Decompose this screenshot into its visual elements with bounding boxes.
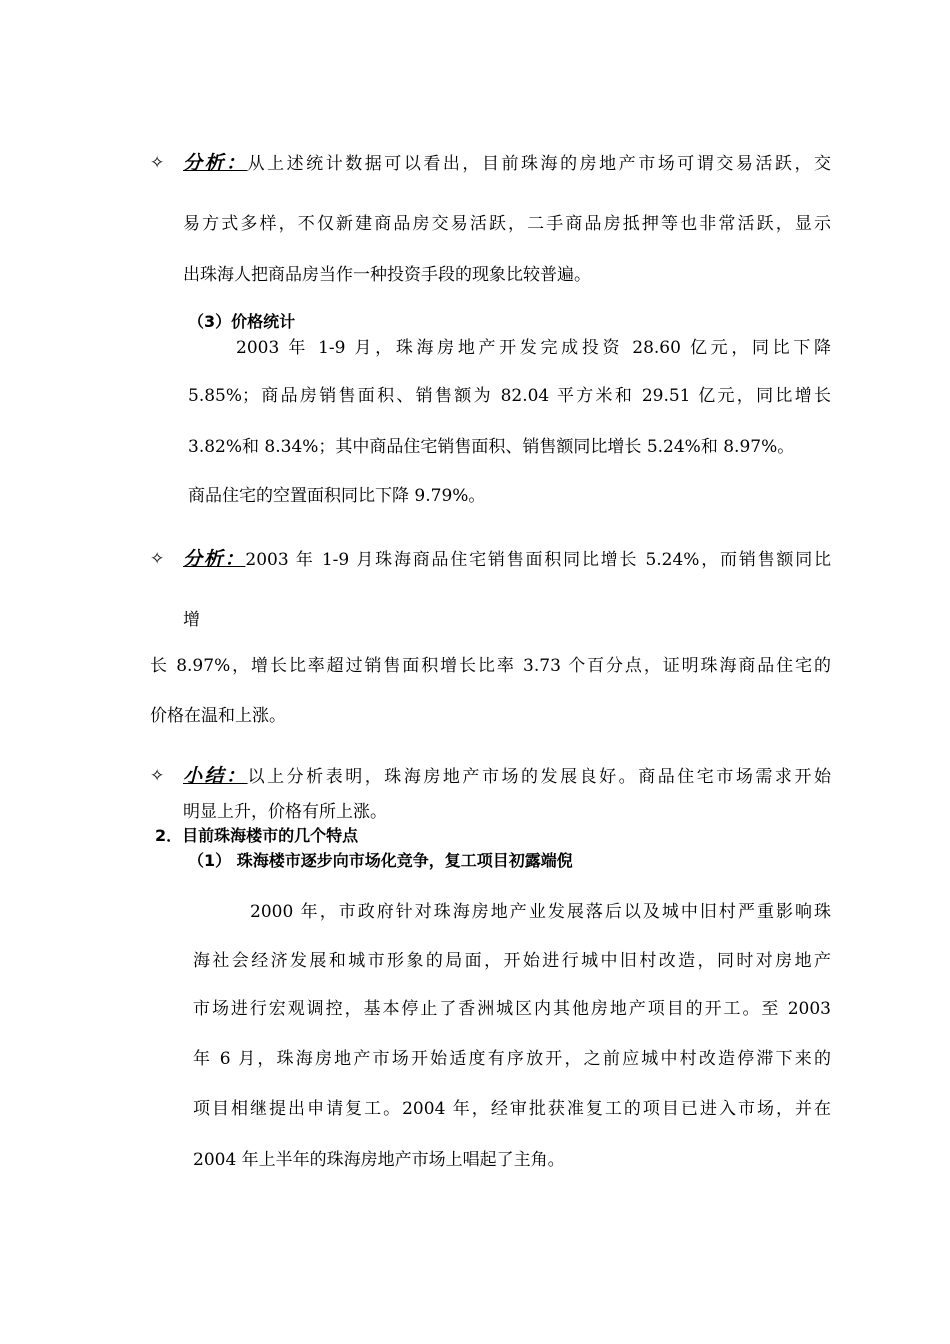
features-line-4: 年 6 月，珠海房地产市场开始适度有序放开，之前应城中村改造停滞下来的 (193, 1049, 831, 1069)
analysis-paragraph-2-line-2: 增 (183, 610, 200, 630)
price-stats-line-4: 商品住宅的空置面积同比下降 9.79%。 (188, 486, 486, 506)
features-line-5: 项目相继提出申请复工。2004 年，经审批获准复工的项目已进入市场，并在 (193, 1099, 831, 1119)
analysis-paragraph-2-line-1: 分析：2003 年 1-9 月珠海商品住宅销售面积同比增长 5.24%，而销售额同比 (183, 548, 831, 570)
analysis-paragraph-1-line-2: 易方式多样，不仅新建商品房交易活跃，二手商品房抵押等也非常活跃，显示 (183, 214, 831, 234)
features-line-1: 2000 年，市政府针对珠海房地产业发展落后以及城中旧村严重影响珠 (250, 902, 831, 922)
price-stats-line-3: 3.82%和 8.34%；其中商品住宅销售面积、销售额同比增长 5.24%和 8.97%。 (188, 437, 795, 457)
analysis-paragraph-2-line-3: 长 8.97%，增长比率超过销售面积增长比率 3.73 个百分点，证明珠海商品住宅的 (150, 656, 831, 676)
analysis-paragraph-2-line-4: 价格在温和上涨。 (150, 706, 286, 726)
features-line-2: 海社会经济发展和城市形象的局面，开始进行城中旧村改造，同时对房地产 (193, 951, 831, 971)
features-heading: 2．目前珠海楼市的几个特点 (155, 826, 359, 845)
summary-line-2: 明显上升，价格有所上涨。 (183, 802, 387, 822)
analysis-label: 分析： (183, 548, 246, 570)
bullet-icon: ✧ (150, 153, 165, 173)
summary-line-1: 小结：以上分析表明，珠海房地产市场的发展良好。商品住宅市场需求开始 (183, 765, 831, 787)
analysis-paragraph-1-line-3: 出珠海人把商品房当作一种投资手段的现象比较普遍。 (183, 265, 591, 285)
features-line-3: 市场进行宏观调控，基本停止了香洲城区内其他房地产项目的开工。至 2003 (193, 999, 831, 1019)
bullet-icon: ✧ (150, 549, 165, 569)
price-stats-heading: （3）价格统计 (188, 312, 296, 331)
summary-label: 小结： (183, 765, 248, 787)
analysis-paragraph-1-line-1: 分析：从上述统计数据可以看出，目前珠海的房地产市场可谓交易活跃，交 (183, 152, 831, 174)
features-line-6: 2004 年上半年的珠海房地产市场上唱起了主角。 (193, 1150, 565, 1170)
price-stats-line-2: 5.85%；商品房销售面积、销售额为 82.04 平方米和 29.51 亿元，同比增长 (188, 386, 831, 406)
features-subheading: （1） 珠海楼市逐步向市场化竞争，复工项目初露端倪 (188, 851, 573, 870)
analysis-label: 分析： (183, 152, 248, 174)
price-stats-line-1: 2003 年 1-9 月，珠海房地产开发完成投资 28.60 亿元，同比下降 (236, 338, 831, 358)
bullet-icon: ✧ (150, 766, 165, 786)
